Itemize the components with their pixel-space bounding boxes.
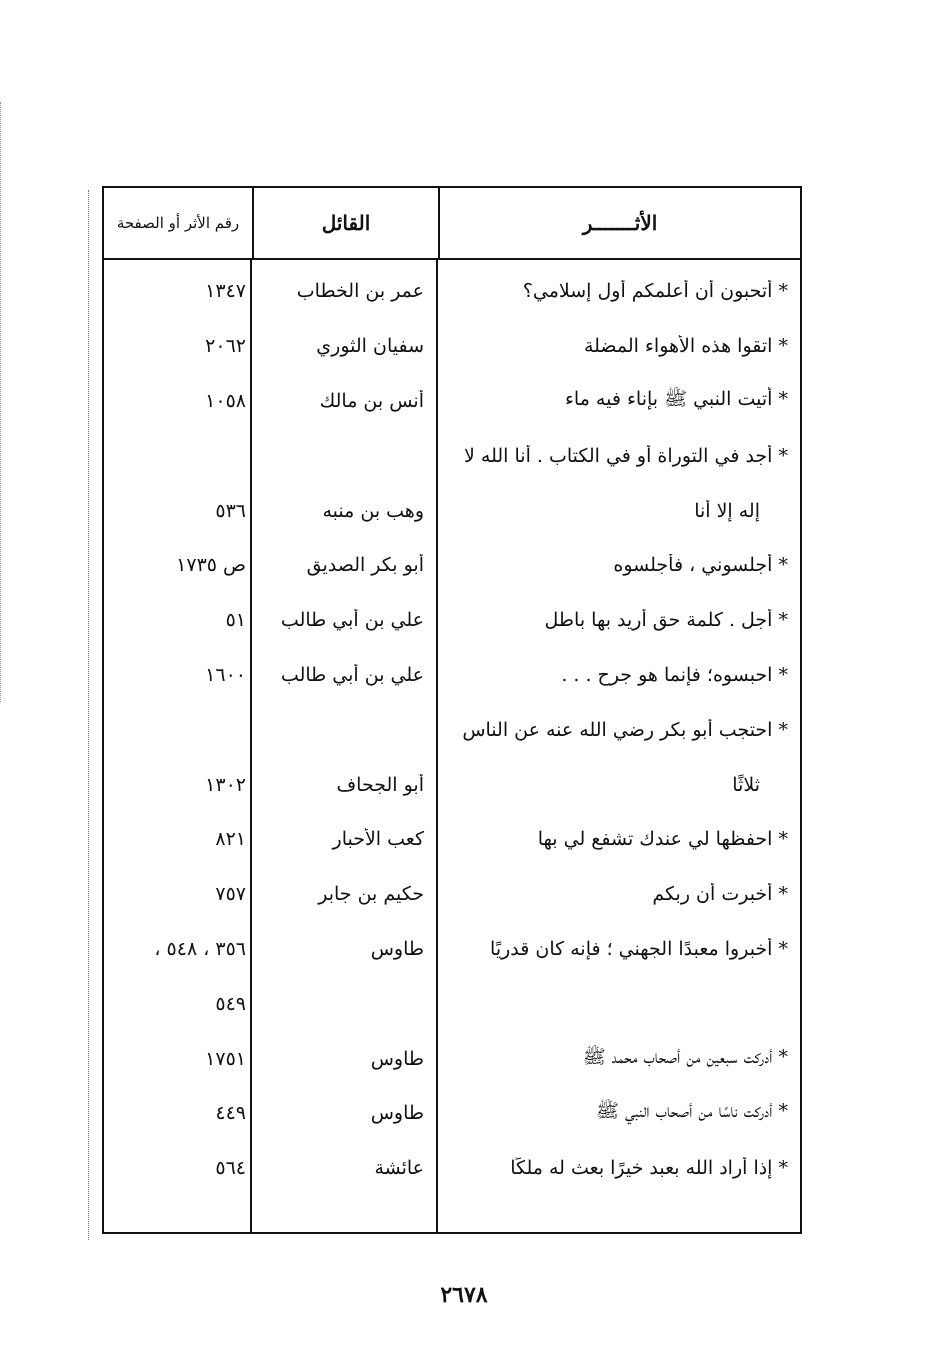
table-row: [104, 593, 800, 648]
cell-ref: ٤٤٩: [215, 1102, 246, 1125]
cell-qaail: علي بن أبي طالب: [280, 609, 424, 632]
cell-ref: ٥٦٤: [215, 1157, 246, 1180]
table-row: [104, 319, 800, 374]
cell-athar: ثلاثًا: [732, 773, 760, 796]
table-header: [104, 188, 800, 260]
cell-ref: ٨٢١: [215, 828, 246, 851]
scan-margin-line: [0, 102, 1, 702]
table-row: [104, 867, 800, 922]
cell-athar: * أخبرت أن ربكم: [652, 883, 788, 906]
table-row: [104, 648, 800, 703]
table-row: [104, 812, 800, 867]
table-row: [104, 1086, 800, 1141]
cell-athar: * أجلسوني ، فأجلسوه: [613, 554, 788, 577]
cell-ref: ١٣٠٢: [205, 773, 246, 796]
table-rows: [104, 264, 800, 1196]
table-row: [104, 1031, 800, 1086]
cell-athar: إله إلا أنا: [694, 499, 760, 522]
scan-margin-line: [88, 190, 89, 1240]
cell-ref: ١٠٥٨: [205, 389, 246, 412]
cell-ref: ٢٠٦٢: [205, 335, 246, 358]
cell-qaail: طاوس: [370, 1047, 424, 1070]
cell-qaail: أبو بكر الصديق: [306, 554, 424, 577]
header-ref: رقم الأثر أو الصفحة: [116, 214, 240, 232]
table-row: [104, 922, 800, 977]
cell-qaail: طاوس: [370, 1102, 424, 1125]
cell-qaail: وهب بن منبه: [322, 499, 424, 522]
cell-ref: ٥٤٩: [215, 992, 246, 1015]
cell-ref: ٥١: [225, 609, 246, 632]
cell-ref: ١٣٤٧: [205, 280, 246, 303]
cell-athar: * أدركت ناسًا من أصحاب النبي ﷺ: [596, 1100, 788, 1123]
table-row: [104, 264, 800, 319]
table-row: [104, 538, 800, 593]
table-row: [104, 976, 800, 1031]
table-row: [104, 483, 800, 538]
cell-athar: * أخبروا معبدًا الجهني ؛ فإنه كان قدريًا: [490, 937, 788, 960]
cell-ref: ٥٣٦: [215, 499, 246, 522]
cell-athar: * اتقوا هذه الأهواء المضلة: [583, 335, 788, 358]
cell-qaail: حكيم بن جابر: [318, 883, 424, 906]
cell-qaail: كعب الأحبار: [332, 828, 424, 851]
cell-athar: * احبسوه؛ فإنما هو جرح . . .: [561, 663, 788, 686]
header-qaail: القائل: [252, 188, 438, 258]
cell-athar: * أتحبون أن أعلمكم أول إسلامي؟: [522, 280, 788, 303]
cell-qaail: أنس بن مالك: [319, 389, 424, 412]
table-body: [104, 260, 800, 1232]
cell-qaail: طاوس: [370, 937, 424, 960]
table-row: [104, 374, 800, 429]
index-table: [102, 186, 802, 1234]
header-athar: الأثـــــــر: [438, 188, 800, 258]
cell-athar: * أجل . كلمة حق أريد بها باطل: [544, 609, 788, 632]
cell-ref: ٣٥٦ ، ٥٤٨ ،: [154, 937, 246, 960]
cell-qaail: علي بن أبي طالب: [280, 663, 424, 686]
cell-qaail: عائشة: [374, 1157, 424, 1180]
cell-ref: ٧٥٧: [215, 883, 246, 906]
cell-ref: ص ١٧٣٥: [176, 554, 246, 577]
cell-athar: * أتيت النبي ﷺ بإناء فيه ماء: [564, 387, 788, 410]
table-row: [104, 1141, 800, 1196]
cell-athar: * إذا أراد الله بعبد خيرًا بعث له ملكًا: [510, 1157, 788, 1180]
cell-qaail: أبو الجحاف: [336, 773, 424, 796]
cell-athar: * احتجب أبو بكر رضي الله عنه عن الناس: [462, 718, 788, 741]
table-row: [104, 702, 800, 757]
cell-athar: * أجد في التوراة أو في الكتاب . أنا الله لا: [464, 444, 788, 467]
cell-ref: ١٧٥١: [205, 1047, 246, 1070]
page-number: ٢٦٧٨: [440, 1282, 488, 1308]
table-row: [104, 757, 800, 812]
cell-qaail: عمر بن الخطاب: [296, 280, 424, 303]
cell-athar: * احفظها لي عندك تشفع لي بها: [537, 828, 788, 851]
cell-athar: * أدركت سبعين من أصحاب محمد ﷺ: [582, 1045, 788, 1068]
cell-ref: ١٦٠٠: [205, 663, 246, 686]
cell-qaail: سفيان الثوري: [316, 335, 424, 358]
table-row: [104, 428, 800, 483]
